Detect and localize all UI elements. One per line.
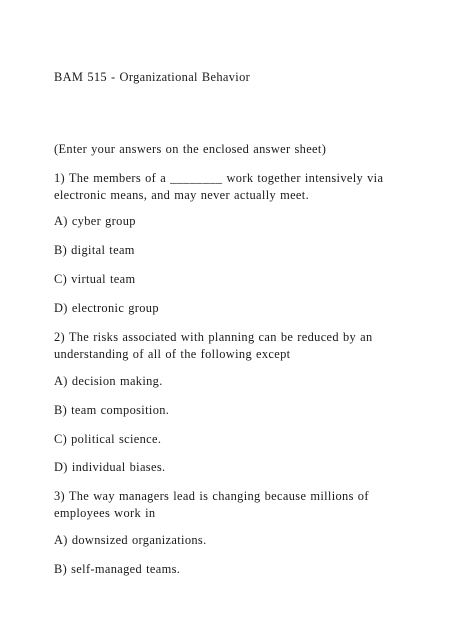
question-1-text: 1) The members of a ________ work together intensively via electronic means, and may never actually meet. [54,171,384,202]
document-title: BAM 515 - Organizational Behavior [54,70,251,84]
question-1-option-b: B) digital team [54,243,135,257]
question-2-option-c: C) political science. [54,432,162,446]
question-1-option-a: A) cyber group [54,214,136,228]
question-2-text: 2) The risks associated with planning can be reduced by an understanding of all of the following except [54,330,373,361]
question-3-option-b: B) self-managed teams. [54,562,181,576]
question-1-option-c: C) virtual team [54,272,136,286]
question-3-option-a: A) downsized organizations. [54,533,207,547]
question-3-text: 3) The way managers lead is changing because millions of employees work in [54,489,369,520]
question-1-option-d: D) electronic group [54,301,159,315]
question-2-option-a: A) decision making. [54,374,163,388]
instructions-text: (Enter your answers on the enclosed answer sheet) [54,142,327,156]
question-2-option-d: D) individual biases. [54,460,166,474]
question-2-option-b: B) team composition. [54,403,170,417]
